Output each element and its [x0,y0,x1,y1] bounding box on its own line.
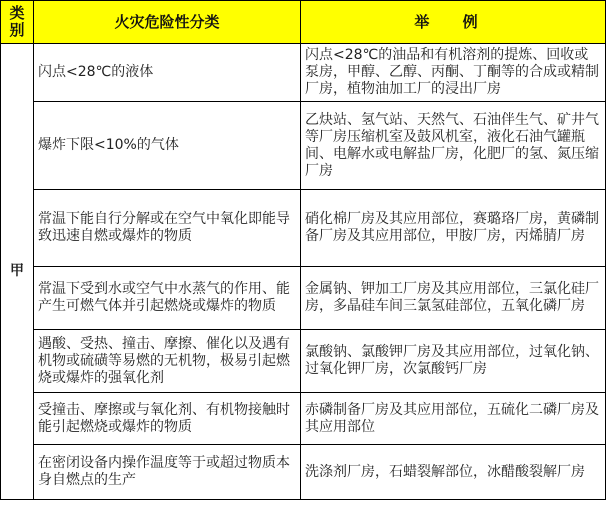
table-row [1,445,606,500]
header-classification: 火灾危险性分类 [34,1,301,44]
example-cell: 硝化棉厂房及其应用部位，赛璐珞厂房，黄磷制备厂房及其应用部位，甲胺厂房，丙烯腈厂房 [301,190,606,267]
classification-cell: 受撞击、摩擦或与氧化剂、有机物接触时能引起燃烧或爆炸的物质 [34,393,301,445]
classification-cell: 遇酸、受热、撞击、摩擦、催化以及遇有机物或硫磺等易燃的无机物，极易引起燃烧或爆炸的强氧化剂 [34,330,301,393]
example-cell: 赤磷制备厂房及其应用部位，五硫化二磷厂房及其应用部位 [301,393,606,445]
example-cell: 氯酸钠、氯酸钾厂房及其应用部位，过氧化钠、过氧化钾厂房，次氯酸钙厂房 [301,330,606,393]
example-cell: 闪点<28℃的油品和有机溶剂的提炼、回收或泵房，甲醇、乙醇、丙酮、丁酮等的合成或精制厂房，植物油加工厂的浸出厂房 [301,44,606,102]
table-row [1,102,606,190]
table-row [1,190,606,267]
example-cell: 洗涤剂厂房，石蜡裂解部位，冰醋酸裂解厂房 [301,445,606,500]
table-row [1,44,606,102]
table-header-row [1,1,606,44]
classification-cell: 闪点<28℃的液体 [34,44,301,102]
table-row [1,267,606,330]
classification-cell: 在密闭设备内操作温度等于或超过物质本身自燃点的生产 [34,445,301,500]
header-category: 类别 [1,1,34,44]
classification-cell: 常温下受到水或空气中水蒸气的作用、能产生可燃气体并引起燃烧或爆炸的物质 [34,267,301,330]
classification-cell: 爆炸下限<10%的气体 [34,102,301,190]
header-example: 举 例 [301,1,606,44]
category-cell: 甲 [1,44,34,500]
classification-cell: 常温下能自行分解或在空气中氧化即能导致迅速自燃或爆炸的物质 [34,190,301,267]
table-row [1,330,606,393]
example-cell: 乙炔站、氢气站、天然气、石油伴生气、矿井气等厂房压缩机室及鼓风机室，液化石油气罐瓶间、电解水或电解盐厂房，化肥厂的氢、氮压缩厂房 [301,102,606,190]
example-cell: 金属钠、钾加工厂房及其应用部位，三氯化硅厂房，多晶硅车间三氯氢硅部位，五氧化磷厂房 [301,267,606,330]
table-row [1,393,606,445]
